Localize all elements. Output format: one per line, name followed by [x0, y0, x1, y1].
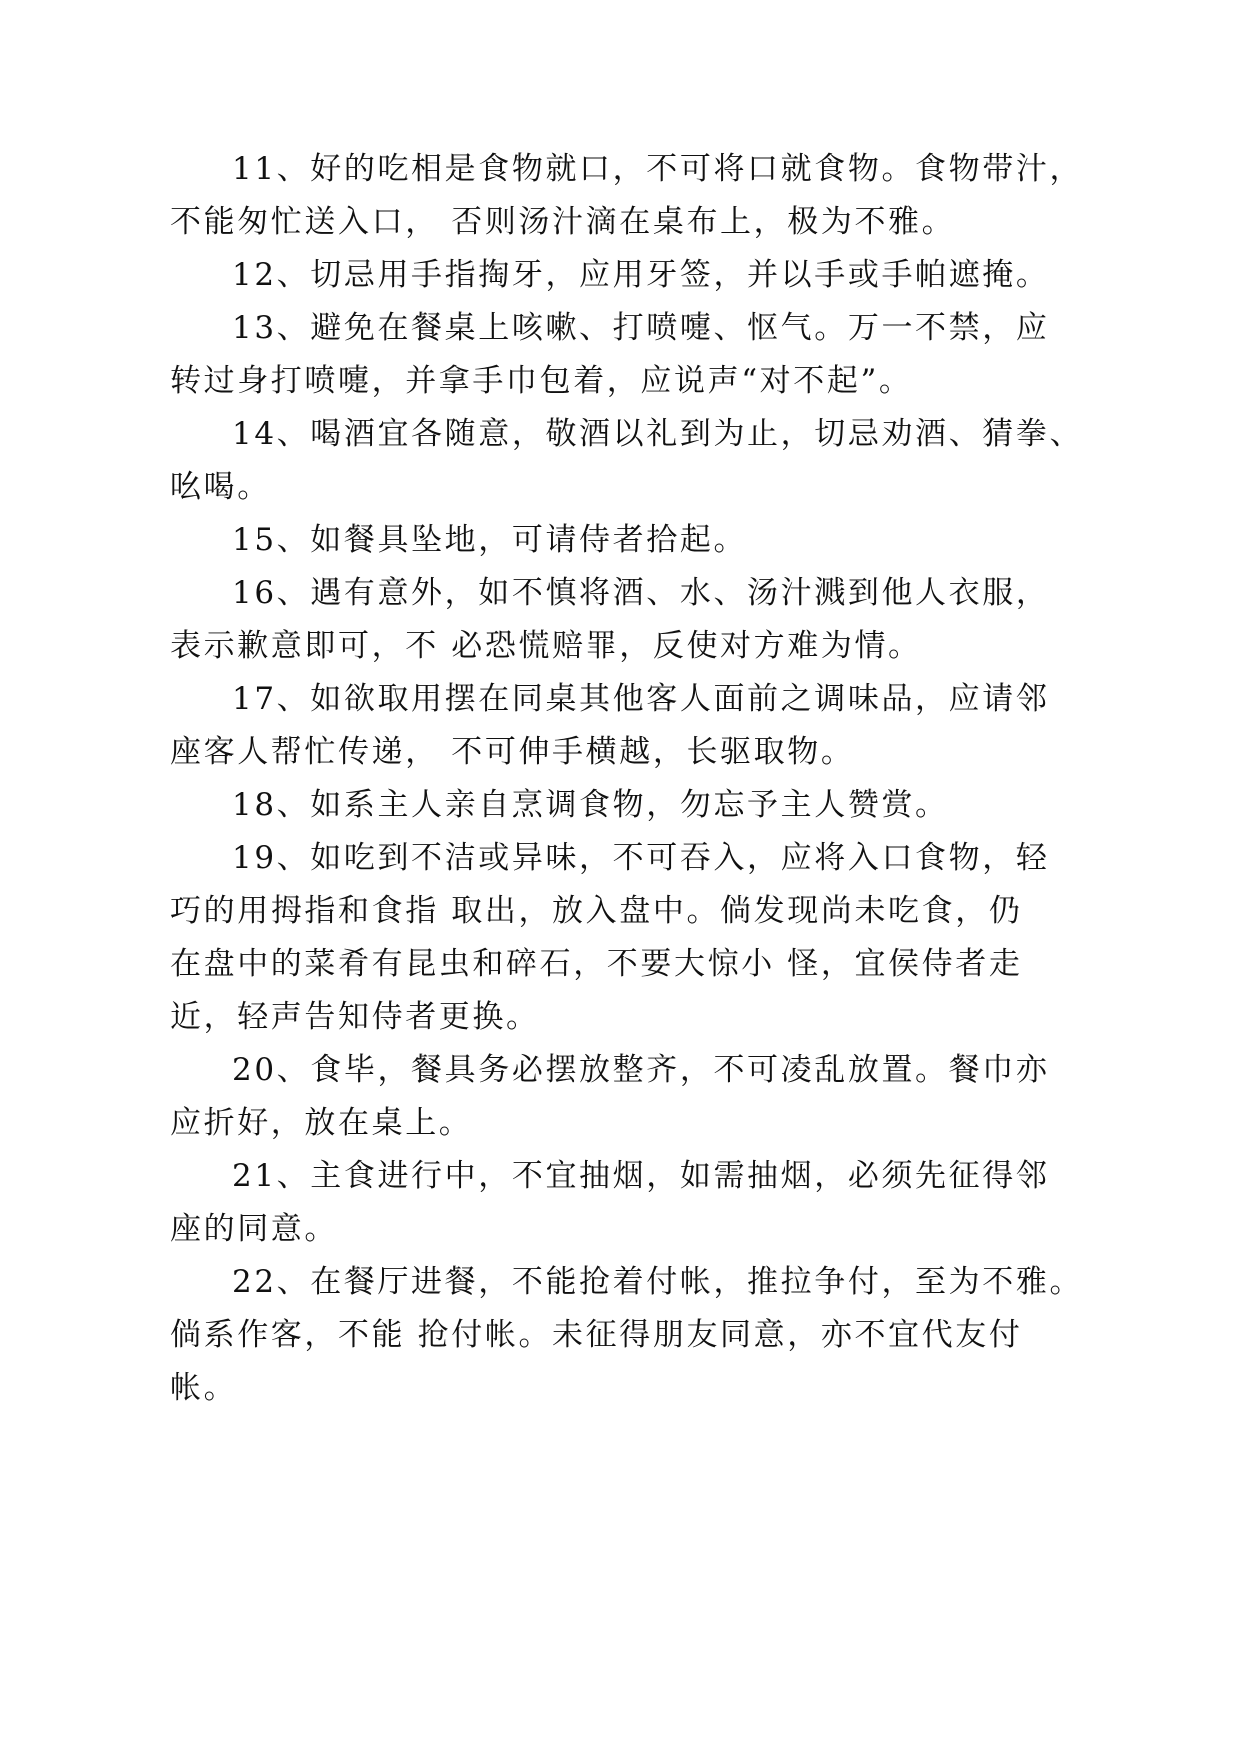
text-line: 17、如欲取用摆在同桌其他客人面前之调味品，应请邻: [232, 681, 1050, 717]
text-line: 18、如系主人亲自烹调食物，勿忘予主人赞赏。: [232, 787, 949, 823]
text-line: 在盘中的菜肴有昆虫和碎石，不要大惊小 怪，宜侯侍者走: [170, 946, 1023, 982]
text-line: 11、好的吃相是食物就口，不可将口就食物。食物带汁，: [232, 151, 1084, 187]
text-line: 22、在餐厅进餐，不能抢着付帐，推拉争付，至为不雅。: [232, 1264, 1084, 1300]
text-line: 不能匆忙送入口， 否则汤汁滴在桌布上，极为不雅。: [170, 204, 956, 240]
text-line: 吆喝。: [170, 469, 271, 505]
text-line: 巧的用拇指和食指 取出，放入盘中。倘发现尚未吃食，仍: [170, 893, 1023, 929]
text-line: 13、避免在餐桌上咳嗽、打喷嚏、怄气。万一不禁，应: [232, 310, 1050, 346]
text-line: 14、喝酒宜各随意，敬酒以礼到为止，切忌劝酒、猜拳、: [232, 416, 1084, 452]
text-line: 座的同意。: [170, 1211, 338, 1247]
text-line: 表示歉意即可，不 必恐慌赔罪，反使对方难为情。: [170, 628, 922, 664]
text-line: 12、切忌用手指掏牙，应用牙签，并以手或手帕遮掩。: [232, 257, 1050, 293]
text-line: 座客人帮忙传递， 不可伸手横越，长驱取物。: [170, 734, 855, 770]
text-line: 19、如吃到不洁或异味，不可吞入，应将入口食物，轻: [232, 840, 1050, 876]
text-line: 近，轻声告知侍者更换。: [170, 999, 540, 1035]
text-line: 倘系作客，不能 抢付帐。未征得朋友同意，亦不宜代友付: [170, 1317, 1023, 1353]
text-line: 15、如餐具坠地，可请侍者拾起。: [232, 522, 748, 558]
text-line: 20、食毕，餐具务必摆放整齐，不可凌乱放置。餐巾亦: [232, 1052, 1050, 1088]
text-line: 应折好，放在桌上。: [170, 1105, 473, 1141]
text-line: 帐。: [170, 1370, 238, 1406]
text-line: 21、主食进行中，不宜抽烟，如需抽烟，必须先征得邻: [232, 1158, 1050, 1194]
text-line: 转过身打喷嚏，并拿手巾包着，应说声“对不起”。: [170, 363, 913, 399]
text-line: 16、遇有意外，如不慎将酒、水、汤汁溅到他人衣服，: [232, 575, 1050, 611]
